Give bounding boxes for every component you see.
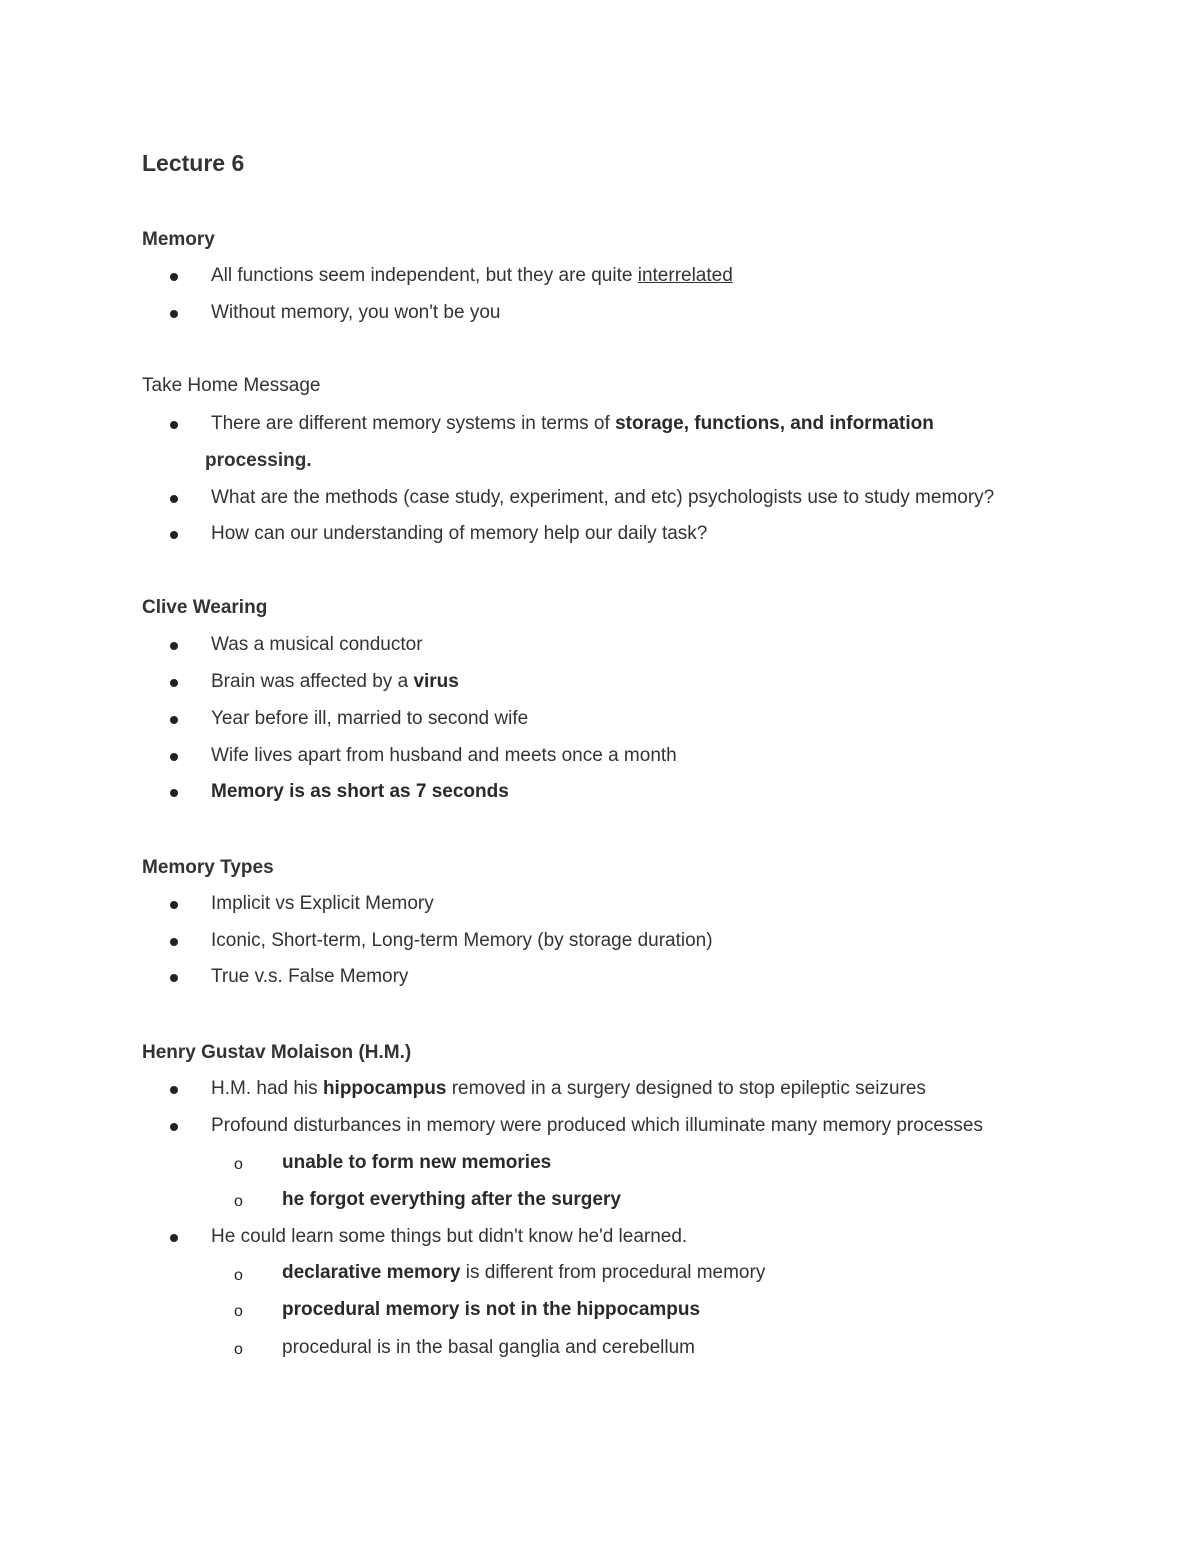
bullet-icon — [170, 938, 178, 946]
list-item: Year before ill, married to second wife — [211, 708, 529, 729]
list-item: There are different memory systems in terms of storage, functions, and information — [211, 413, 934, 434]
sub-bullet-icon: o — [234, 1267, 243, 1284]
bullet-icon — [170, 679, 178, 687]
list-item: What are the methods (case study, experiment, and etc) psychologists use to study memory? — [211, 487, 995, 508]
sub-list-item: unable to form new memories — [282, 1152, 552, 1173]
bullet-icon — [170, 1123, 178, 1131]
list-item: Memory is as short as 7 seconds — [211, 781, 509, 802]
section-heading-memory: Memory — [142, 229, 215, 250]
sub-list-item: declarative memory is different from procedural memory — [282, 1262, 766, 1283]
section-heading-hm: Henry Gustav Molaison (H.M.) — [142, 1042, 412, 1063]
bullet-icon — [170, 495, 178, 503]
list-item: How can our understanding of memory help our daily task? — [211, 523, 708, 544]
list-item: H.M. had his hippocampus removed in a surgery designed to stop epileptic seizures — [211, 1078, 926, 1099]
sub-list-item: he forgot everything after the surgery — [282, 1189, 621, 1210]
section-heading-memory-types: Memory Types — [142, 857, 274, 878]
bullet-icon — [170, 974, 178, 982]
list-item: Was a musical conductor — [211, 634, 423, 655]
sub-list-item: procedural memory is not in the hippocampus — [282, 1299, 701, 1320]
bullet-icon — [170, 273, 178, 281]
bullet-icon — [170, 753, 178, 761]
page-title: Lecture 6 — [142, 150, 245, 176]
sub-bullet-icon: o — [234, 1341, 243, 1358]
list-item: Profound disturbances in memory were produced which illuminate many memory processes — [211, 1115, 983, 1136]
bullet-icon — [170, 789, 178, 797]
list-item: Wife lives apart from husband and meets once a month — [211, 745, 677, 766]
sub-bullet-icon: o — [234, 1193, 243, 1210]
bullet-icon — [170, 310, 178, 318]
list-item: Iconic, Short-term, Long-term Memory (by storage duration) — [211, 930, 713, 951]
bullet-icon — [170, 531, 178, 539]
bullet-icon — [170, 421, 178, 429]
sub-bullet-icon: o — [234, 1303, 243, 1320]
list-item: He could learn some things but didn't know he'd learned. — [211, 1226, 688, 1247]
section-heading-take-home: Take Home Message — [142, 375, 321, 396]
list-item: Brain was affected by a virus — [211, 671, 459, 692]
list-item-continuation: processing. — [205, 450, 312, 471]
section-heading-clive: Clive Wearing — [142, 597, 268, 618]
sub-bullet-icon: o — [234, 1156, 243, 1173]
bullet-icon — [170, 1234, 178, 1242]
list-item: All functions seem independent, but they are quite interrelated — [211, 265, 733, 286]
bullet-icon — [170, 901, 178, 909]
bullet-icon — [170, 1086, 178, 1094]
list-item: True v.s. False Memory — [211, 966, 409, 987]
bullet-icon — [170, 642, 178, 650]
list-item: Implicit vs Explicit Memory — [211, 893, 434, 914]
underlined-term: interrelated — [637, 265, 733, 286]
bullet-icon — [170, 716, 178, 724]
sub-list-item: procedural is in the basal ganglia and cerebellum — [282, 1337, 695, 1358]
list-item: Without memory, you won't be you — [211, 302, 501, 323]
